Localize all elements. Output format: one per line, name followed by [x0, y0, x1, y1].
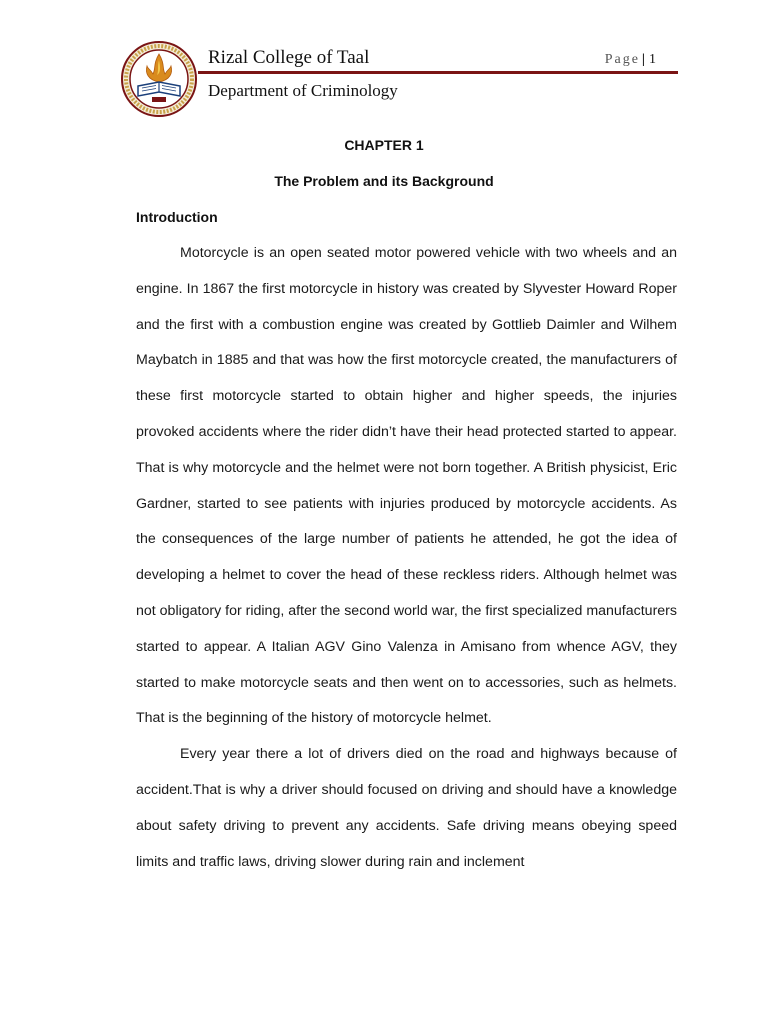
chapter-title: The Problem and its Background [274, 173, 494, 189]
paragraph: Motorcycle is an open seated motor powered vehicle with two wheels and an engine. In 1867 the first motorcycle in history was created by Slyvester Howard Roper and the first with a combustion engine was created by Gottlieb Daimler and Wilhem Maybatch in 1885 and that was how the first motorcycle created, the manufacturers of these first motorcycle started to obtain higher and higher speeds, the injuries provoked accidents where the rider didn’t have their head protected started to appear. That is why motorcycle and the helmet were not born together. A British physicist, Eric Gardner, started to see patients with injuries produced by motorcycle accidents. As the consequences of the large number of patients he attended, he got the idea of developing a helmet to cover the head of these reckless riders. Although helmet was not obligatory for riding, after the second world war, the first specialized manufacturers started to appear. A Italian AGV Gino Valenza in Amisano from whence AGV, they started to make motorcycle seats and then went on to accessories, such as helmets. That is the beginning of the history of motorcycle helmet. [136, 245, 677, 727]
college-seal [120, 40, 198, 118]
page-number-indicator [605, 52, 658, 68]
header-rule [198, 71, 678, 74]
college-name: Rizal College of Taal [208, 47, 370, 68]
department-name: Department of Criminology [208, 81, 398, 100]
page-label: Page [604, 52, 640, 67]
page-number: 1 [649, 52, 658, 67]
seal-emblem-icon [120, 40, 198, 118]
page-separator: | [641, 52, 645, 67]
paragraph: Every year there a lot of drivers died on the road and highways because of accident.That is why a driver should focused on driving and should have a knowledge about safety driving to prevent any accidents. Safe driving means obeying speed limits and traffic laws, driving slower during rain and inclement [136, 746, 677, 870]
section-heading: Introduction [136, 209, 218, 225]
chapter-heading: CHAPTER 1 [344, 137, 424, 153]
document-body [136, 236, 677, 880]
